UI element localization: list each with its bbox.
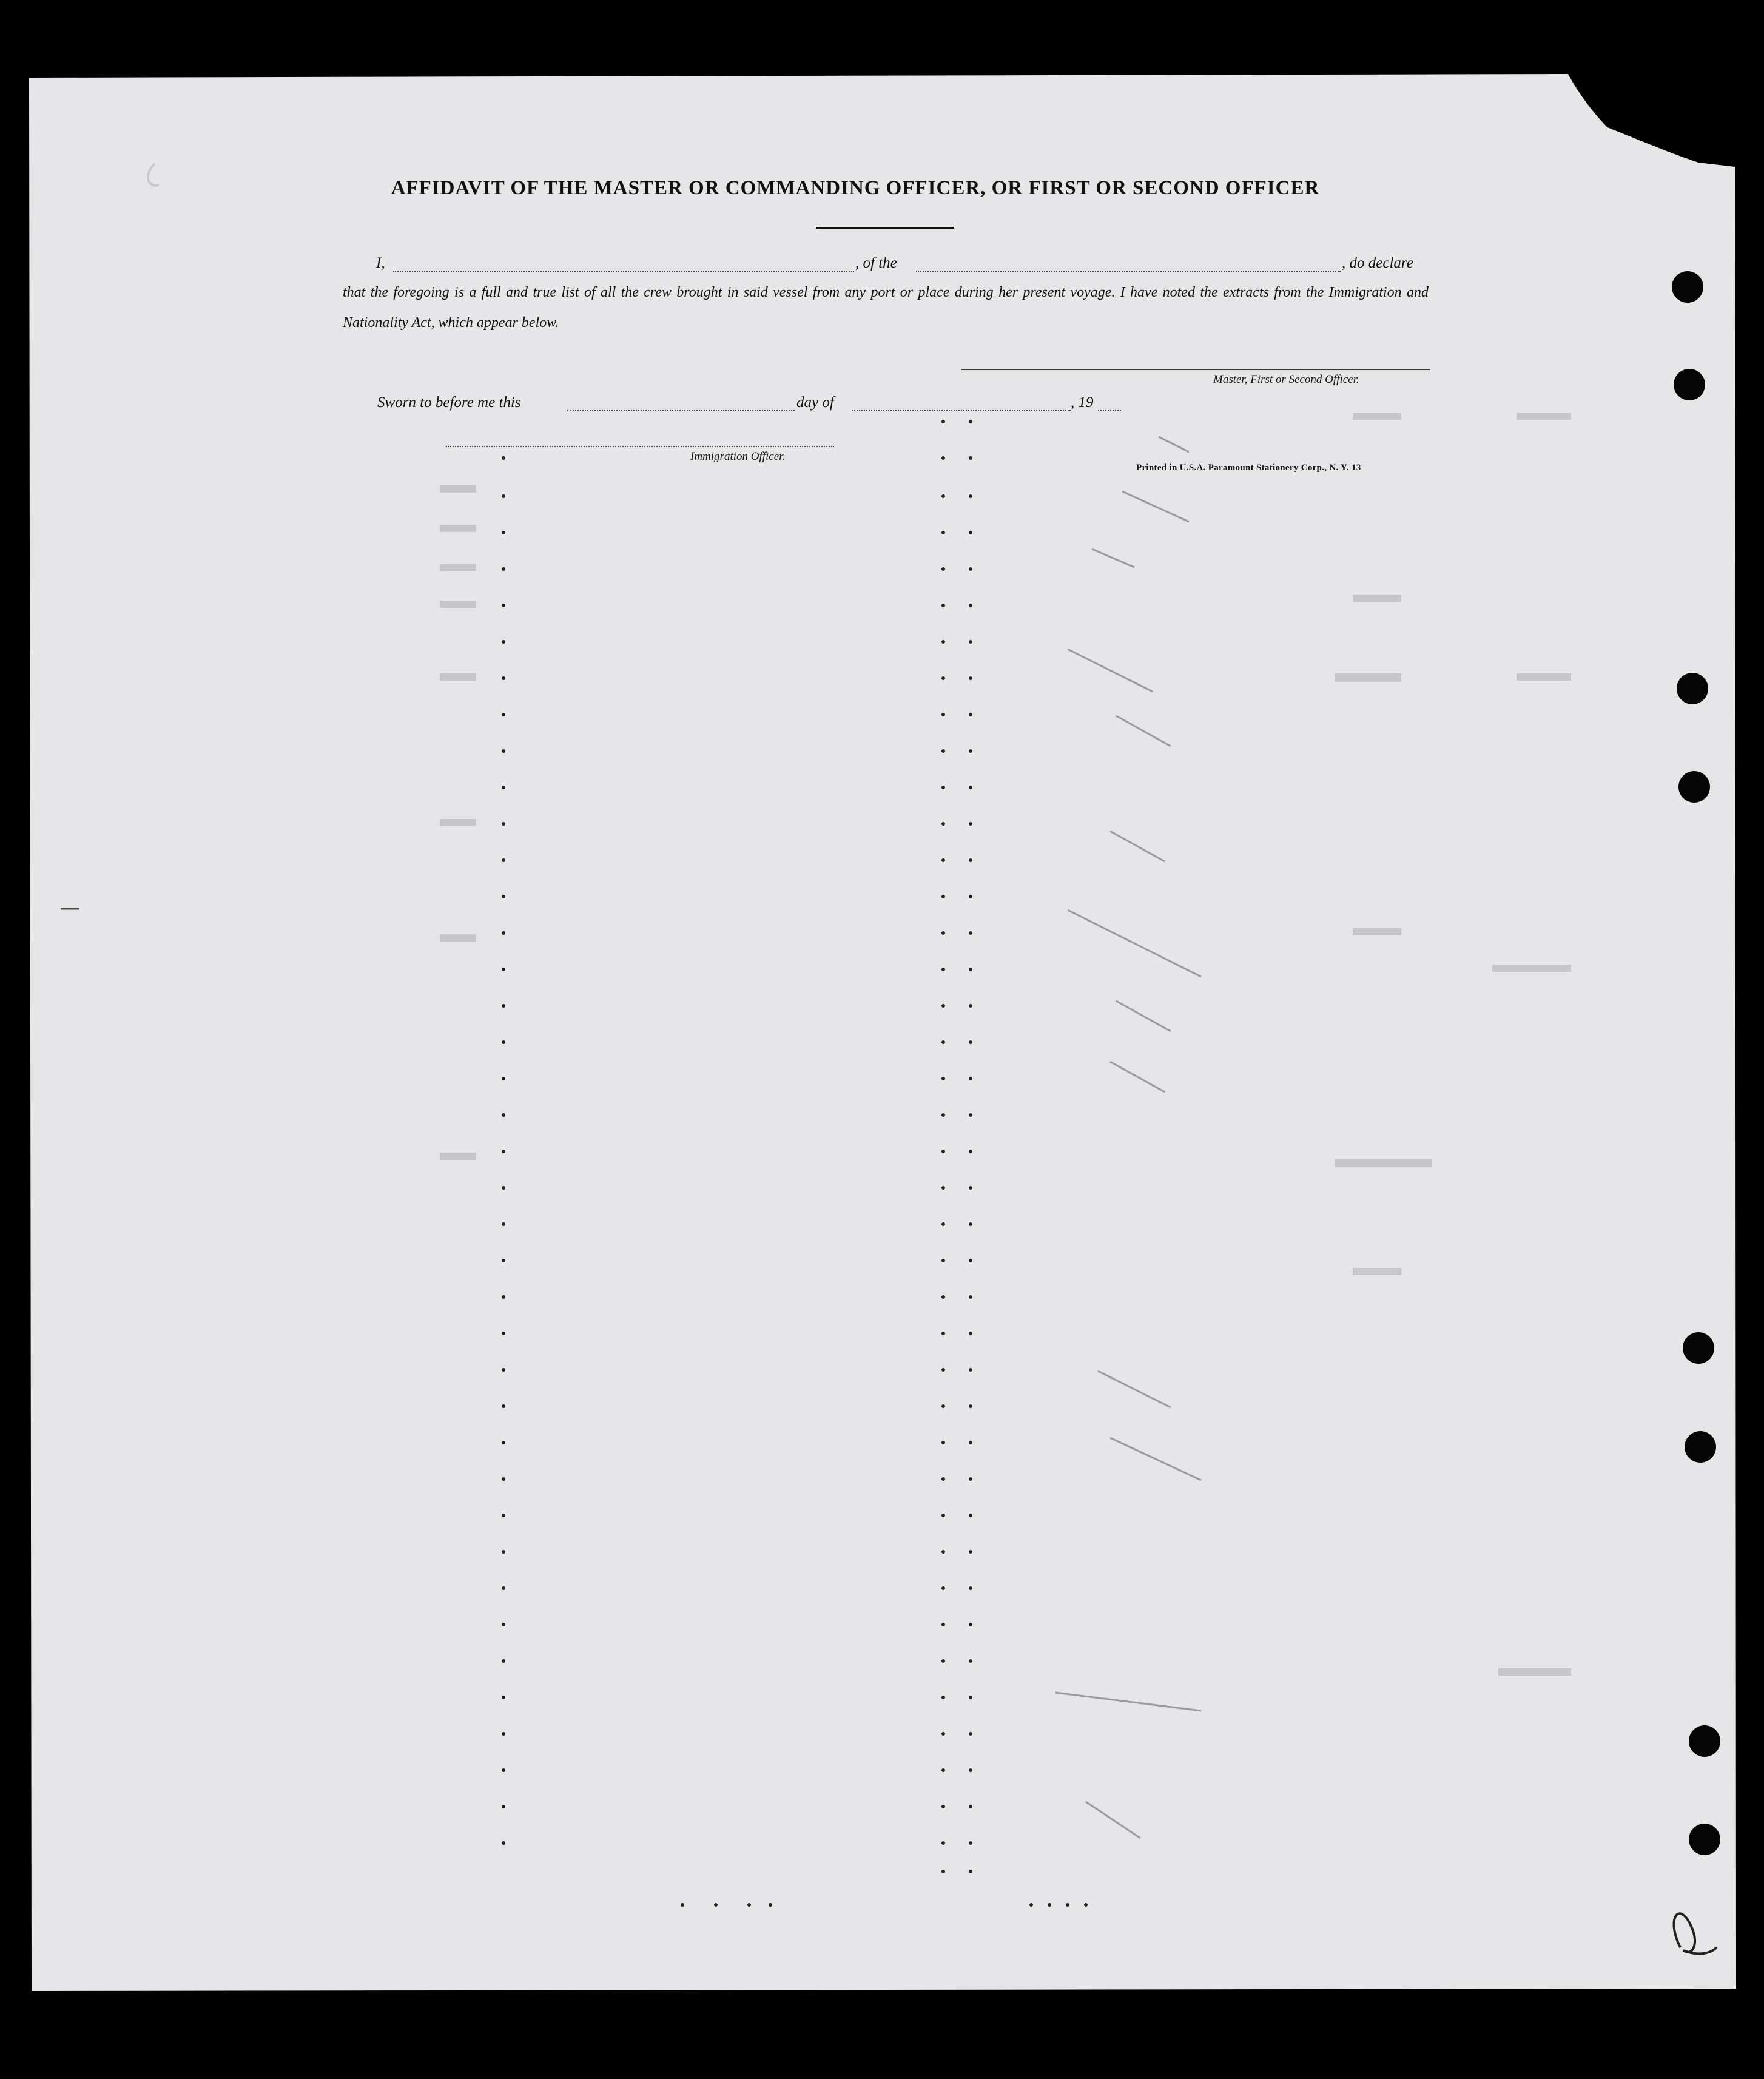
paper-sheet xyxy=(29,74,1736,1991)
officer-caption: Immigration Officer. xyxy=(690,450,786,463)
vessel-name-field[interactable] xyxy=(916,271,1341,272)
year-label: , 19 xyxy=(1071,394,1094,411)
officer-signature-field[interactable] xyxy=(446,446,834,447)
sworn-day-field[interactable] xyxy=(567,410,795,411)
printer-note: Printed in U.S.A. Paramount Stationery Corp., N. Y. 13 xyxy=(1136,463,1361,473)
day-of-label: day of xyxy=(796,394,834,411)
signature-caption: Master, First or Second Officer. xyxy=(1213,373,1359,386)
sworn-label: Sworn to before me this xyxy=(377,394,521,411)
of-the-label: , of the xyxy=(855,255,897,271)
do-declare-label: , do declare xyxy=(1342,255,1413,271)
title-underline xyxy=(816,227,954,229)
sworn-month-field[interactable] xyxy=(852,410,1071,411)
sworn-year-field[interactable] xyxy=(1098,410,1121,411)
declarant-name-field[interactable] xyxy=(393,271,854,272)
affidavit-title: AFFIDAVIT OF THE MASTER OR COMMANDING OFFICER, OR FIRST OR SECOND OFFICER xyxy=(391,177,1320,199)
declarant-prefix: I, xyxy=(376,255,385,271)
signature-line[interactable] xyxy=(961,369,1430,370)
declaration-body: that the foregoing is a full and true list of all the crew brought in said vessel from any port or place during her present voyage. I have noted the extracts from the Immigration and Nationality Act, which appear below. xyxy=(343,285,1429,331)
